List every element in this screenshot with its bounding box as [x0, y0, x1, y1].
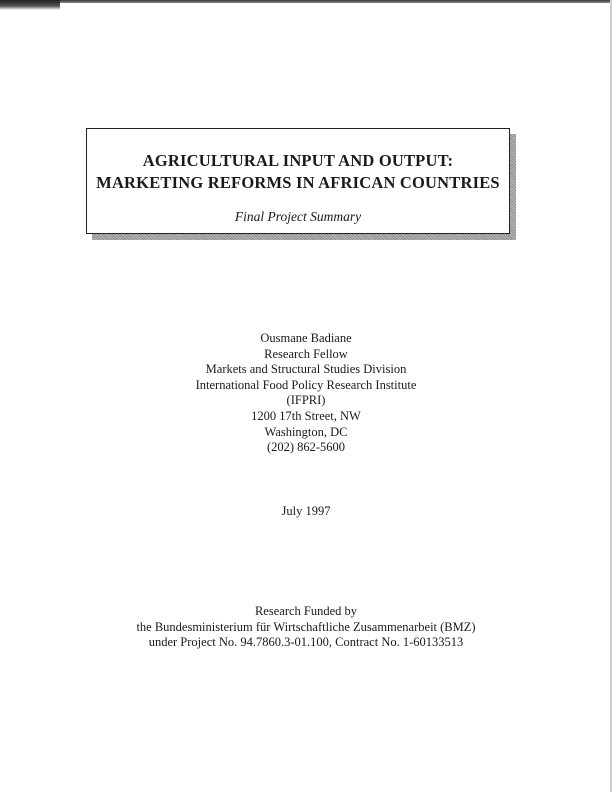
funding-line-1: Research Funded by: [254, 604, 358, 618]
funding-block: [0, 604, 612, 651]
title-line-1: AGRICULTURAL INPUT AND OUTPUT:: [142, 151, 454, 170]
scan-edge-top: [0, 0, 612, 3]
author-city: Washington, DC: [264, 424, 348, 439]
subtitle: Final Project Summary: [234, 209, 362, 224]
author-division: Markets and Structural Studies Division: [205, 362, 407, 377]
funding-line-3: under Project No. 94.7860.3-01.100, Contract No. 1-60133513: [148, 635, 464, 650]
publication-date: July 1997: [281, 504, 331, 518]
author-name: Ousmane Badiane: [260, 331, 352, 345]
author-street: 1200 17th Street, NW: [251, 408, 361, 423]
author-position: Research Fellow: [264, 346, 348, 361]
funding-line-2: the Bundesministerium für Wirtschaftliche Zusammenarbeit (BMZ): [136, 619, 476, 634]
scan-corner-shadow: [0, 0, 60, 10]
title-heading: [87, 150, 509, 194]
author-institute: International Food Policy Research Institute: [195, 377, 417, 392]
author-block: [0, 331, 612, 456]
author-phone: (202) 862-5600: [266, 440, 346, 455]
title-box: [86, 128, 510, 234]
author-institute-abbr: (IFPRI): [286, 393, 326, 408]
title-line-2: MARKETING REFORMS IN AFRICAN COUNTRIES: [96, 173, 500, 192]
